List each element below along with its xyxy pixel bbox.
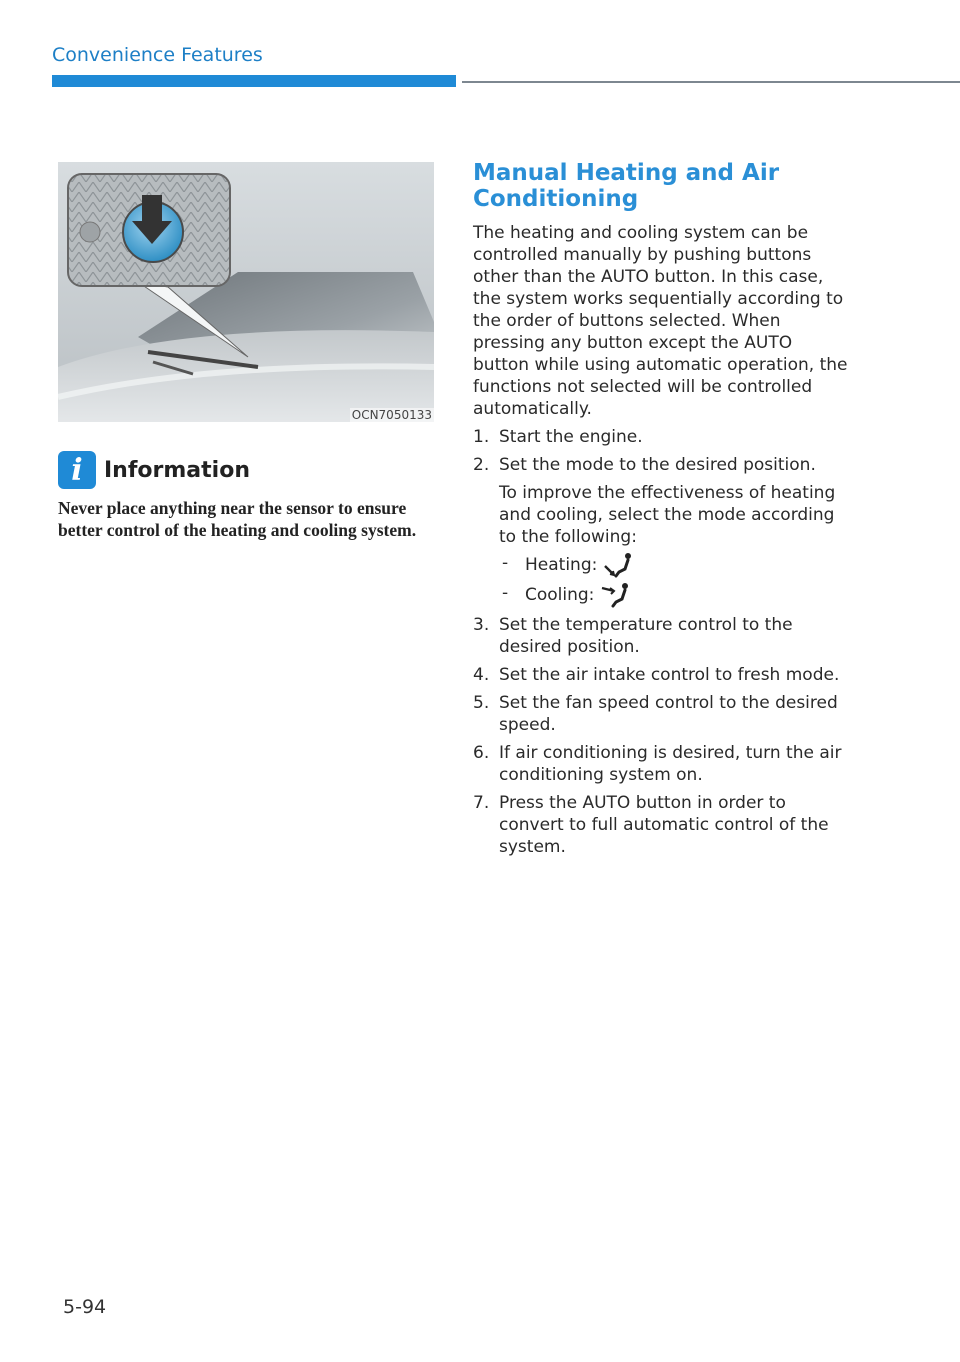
step-number: 4. [473, 665, 490, 685]
step-item [473, 692, 853, 736]
step-text: Set the temperature control to the desired position. [499, 615, 793, 657]
face-mode-icon [600, 582, 630, 608]
mode-label: Heating: [525, 555, 598, 575]
step-text: Set the air intake control to fresh mode. [499, 665, 840, 685]
figure-code-label: OCN7050133 [351, 408, 432, 422]
step-item [473, 664, 853, 686]
list-dash: - [502, 583, 509, 603]
step-text: Press the AUTO button in order to convert to full automatic control of the system. [499, 793, 829, 857]
section-header-title: Convenience Features [52, 44, 263, 66]
manual-hvac-section [473, 160, 853, 864]
step-text: Start the engine. [499, 427, 643, 447]
procedure-steps [473, 426, 853, 858]
information-heading [58, 451, 250, 489]
information-text: Never place anything near the sensor to ensure better control of the heating and cooling system. [58, 498, 417, 540]
sensor-location-figure [58, 162, 434, 422]
step-item [473, 426, 853, 448]
step-number: 3. [473, 615, 490, 635]
step-text: Set the fan speed control to the desired speed. [499, 693, 838, 735]
mode-heating [499, 552, 853, 578]
step-number: 1. [473, 427, 490, 447]
step-item [473, 742, 853, 786]
list-dash: - [502, 553, 509, 573]
mode-label: Cooling: [525, 585, 595, 605]
step-item [473, 792, 853, 858]
intro-paragraph: The heating and cooling system can be controlled manually by pushing buttons other than the AUTO button. In this case, the system works sequentially according to the order of buttons selected. When pressing any button except the AUTO button while using automatic operation, the functions not selected will be controlled automatically. [473, 223, 848, 419]
step-number: 2. [473, 455, 490, 475]
step-note: To improve the effectiveness of heating and cooling, select the mode according to the following: [499, 483, 836, 547]
info-icon: i [58, 451, 96, 489]
step-text: Set the mode to the desired position. [499, 455, 816, 475]
header-accent-bar [52, 75, 456, 87]
header-rule [462, 81, 960, 83]
information-title: Information [104, 457, 250, 483]
step-item [473, 454, 853, 608]
mode-cooling [499, 582, 853, 608]
step-number: 5. [473, 693, 490, 713]
page-number: 5-94 [63, 1296, 107, 1318]
step-text: If air conditioning is desired, turn the air conditioning system on. [499, 743, 842, 785]
step-number: 6. [473, 743, 490, 763]
step-number: 7. [473, 793, 490, 813]
floor-mode-icon [603, 552, 633, 578]
section-heading: Manual Heating and Air Conditioning [473, 160, 780, 212]
windshield-illustration [58, 162, 434, 422]
step-item [473, 614, 853, 658]
